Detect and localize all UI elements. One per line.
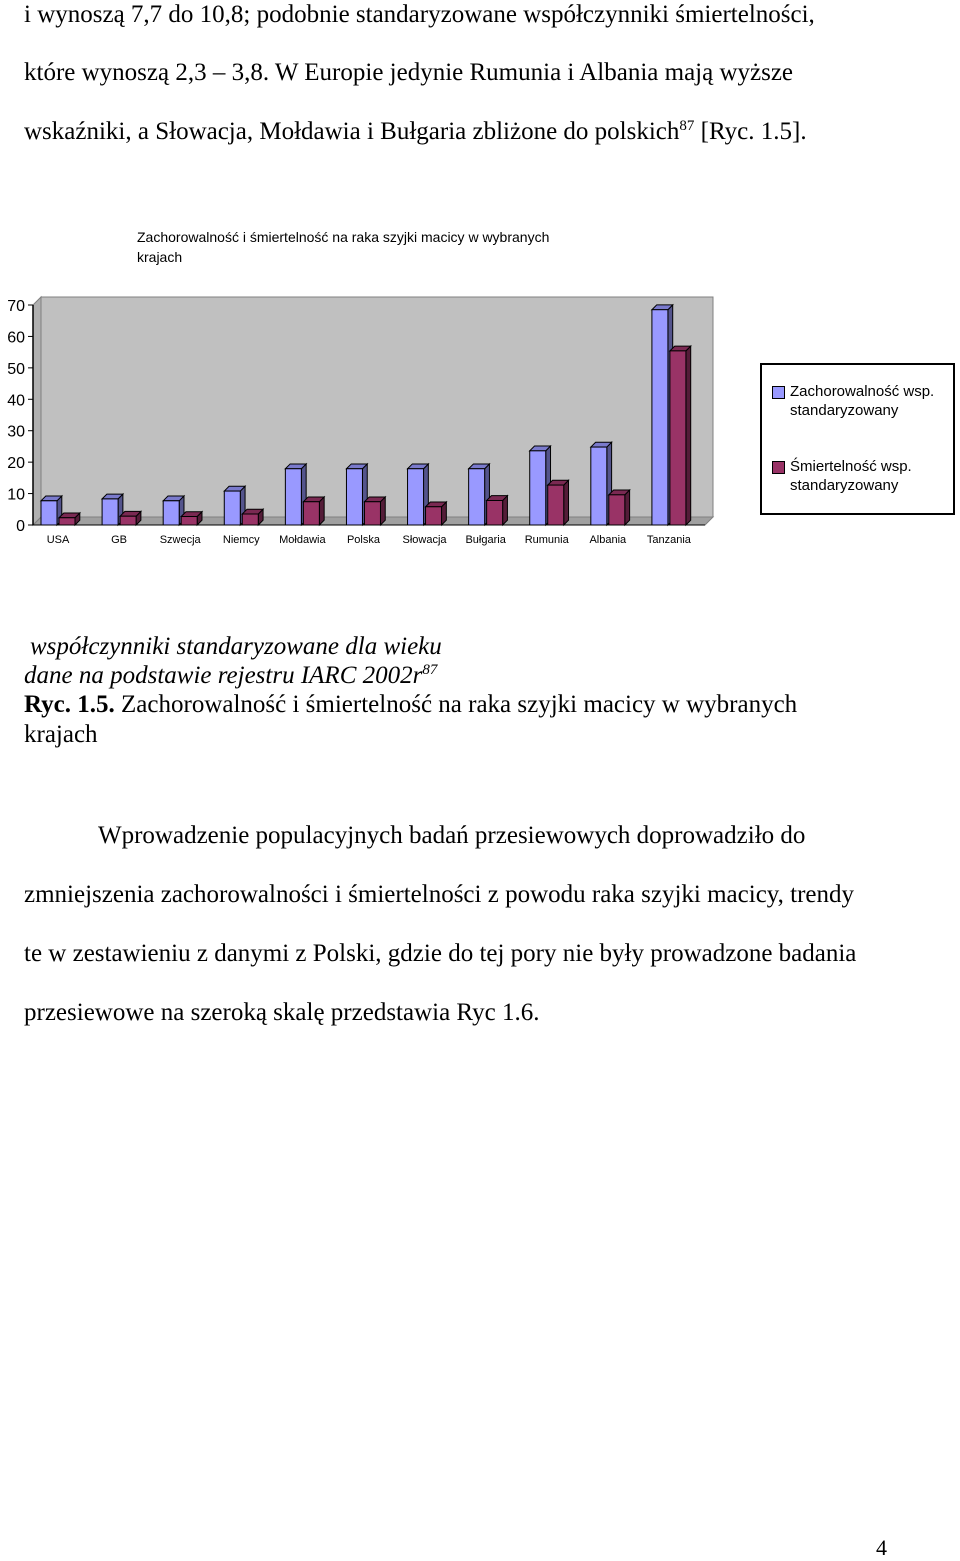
figure-label: Ryc. 1.5. xyxy=(24,691,115,718)
y-tick-label: 60 xyxy=(7,329,25,347)
intro-line-3-text: wskaźniki, a Słowacja, Mołdawia i Bułgaria zbliżone do polskich xyxy=(24,118,680,145)
bar xyxy=(364,502,380,525)
intro-line-3 xyxy=(24,117,807,147)
legend-label-mortality: Śmiertelność wsp. standaryzowany xyxy=(790,458,912,494)
footnote-ref: 87 xyxy=(679,118,695,134)
bar xyxy=(609,495,625,525)
body-line-3: te w zestawieniu z danymi z Polski, gdzie do tej pory nie były prowadzone badania xyxy=(24,940,857,967)
body-line-4: przesiewowe na szeroką skalę przedstawia Ryc 1.6. xyxy=(24,999,540,1026)
chart-legend xyxy=(760,363,955,515)
body-line-2: zmniejszenia zachorowalności i śmiertelności z powodu raka szyjki macicy, trendy xyxy=(24,881,855,908)
caption-note-1: współczynniki standaryzowane dla wieku xyxy=(30,633,442,660)
bar xyxy=(303,502,319,525)
legend-swatch-incidence xyxy=(772,386,785,399)
figure-caption-line-2: krajach xyxy=(24,721,98,748)
bar xyxy=(163,501,179,525)
bar-side xyxy=(686,346,691,525)
y-tick-label: 20 xyxy=(7,455,25,473)
intro-line-2: które wynoszą 2,3 – 3,8. W Europie jedynie Rumunia i Albania mają wyższe xyxy=(24,59,794,86)
legend-item-mortality xyxy=(772,457,955,495)
intro-line-3-ref: [Ryc. 1.5]. xyxy=(694,118,807,145)
legend-label-incidence: Zachorowalność wsp. standaryzowany xyxy=(790,383,935,419)
caption-note-2-text: dane na podstawie rejestru IARC 2002r xyxy=(24,662,423,689)
legend-swatch-mortality xyxy=(772,461,785,474)
x-tick-label: Albania xyxy=(589,534,627,546)
x-tick-label: Rumunia xyxy=(524,534,569,546)
caption-note-2 xyxy=(24,661,437,691)
figure-caption-text: Zachorowalność i śmiertelność na raka szyjki macicy w wybranych xyxy=(114,691,798,718)
y-tick-label: 50 xyxy=(7,360,25,378)
y-tick-label: 40 xyxy=(7,392,25,410)
y-tick-label: 70 xyxy=(7,298,25,315)
x-tick-label: USA xyxy=(46,534,70,546)
figure-caption xyxy=(24,690,797,720)
bar xyxy=(426,507,442,525)
x-tick-label: Niemcy xyxy=(222,534,260,546)
chart-plot-wall xyxy=(41,297,713,517)
x-tick-label: Bułgaria xyxy=(465,534,506,546)
bar xyxy=(102,499,118,525)
caption-footnote-ref: 87 xyxy=(422,662,438,678)
x-tick-label: Mołdawia xyxy=(279,534,326,546)
bar-side xyxy=(625,490,630,525)
bar xyxy=(487,500,503,525)
bar xyxy=(224,491,240,525)
bar xyxy=(530,451,546,525)
intro-line-1: i wynoszą 7,7 do 10,8; podobnie standaryzowane współczynniki śmiertelności, xyxy=(24,1,815,28)
bar xyxy=(181,517,197,525)
bar-side xyxy=(564,480,569,525)
page-number: 4 xyxy=(876,1535,887,1560)
legend-item-incidence xyxy=(772,382,955,420)
bar xyxy=(285,469,301,525)
bar xyxy=(548,485,564,525)
y-tick-label: 0 xyxy=(16,518,25,535)
bar xyxy=(591,447,607,525)
chart-plot-side xyxy=(33,297,41,525)
x-tick-label: Słowacja xyxy=(402,534,447,546)
bar xyxy=(59,518,75,525)
bar xyxy=(120,516,136,525)
x-tick-label: Tanzania xyxy=(646,534,691,546)
x-tick-label: GB xyxy=(111,534,128,546)
body-line-1: Wprowadzenie populacyjnych badań przesiewowych doprowadziło do xyxy=(98,822,806,849)
y-tick-label: 30 xyxy=(7,423,25,441)
bar xyxy=(346,469,362,525)
bar xyxy=(242,514,258,525)
y-tick-label: 10 xyxy=(7,486,25,504)
bar xyxy=(652,310,668,525)
x-tick-label: Polska xyxy=(346,534,380,546)
x-tick-label: Szwecja xyxy=(159,534,201,546)
bar xyxy=(670,351,686,525)
chart-title: Zachorowalność i śmiertelność na raka szyjki macicy w wybranych krajach xyxy=(137,229,550,265)
bar xyxy=(408,469,424,525)
bar xyxy=(469,469,485,525)
bar xyxy=(41,501,57,525)
